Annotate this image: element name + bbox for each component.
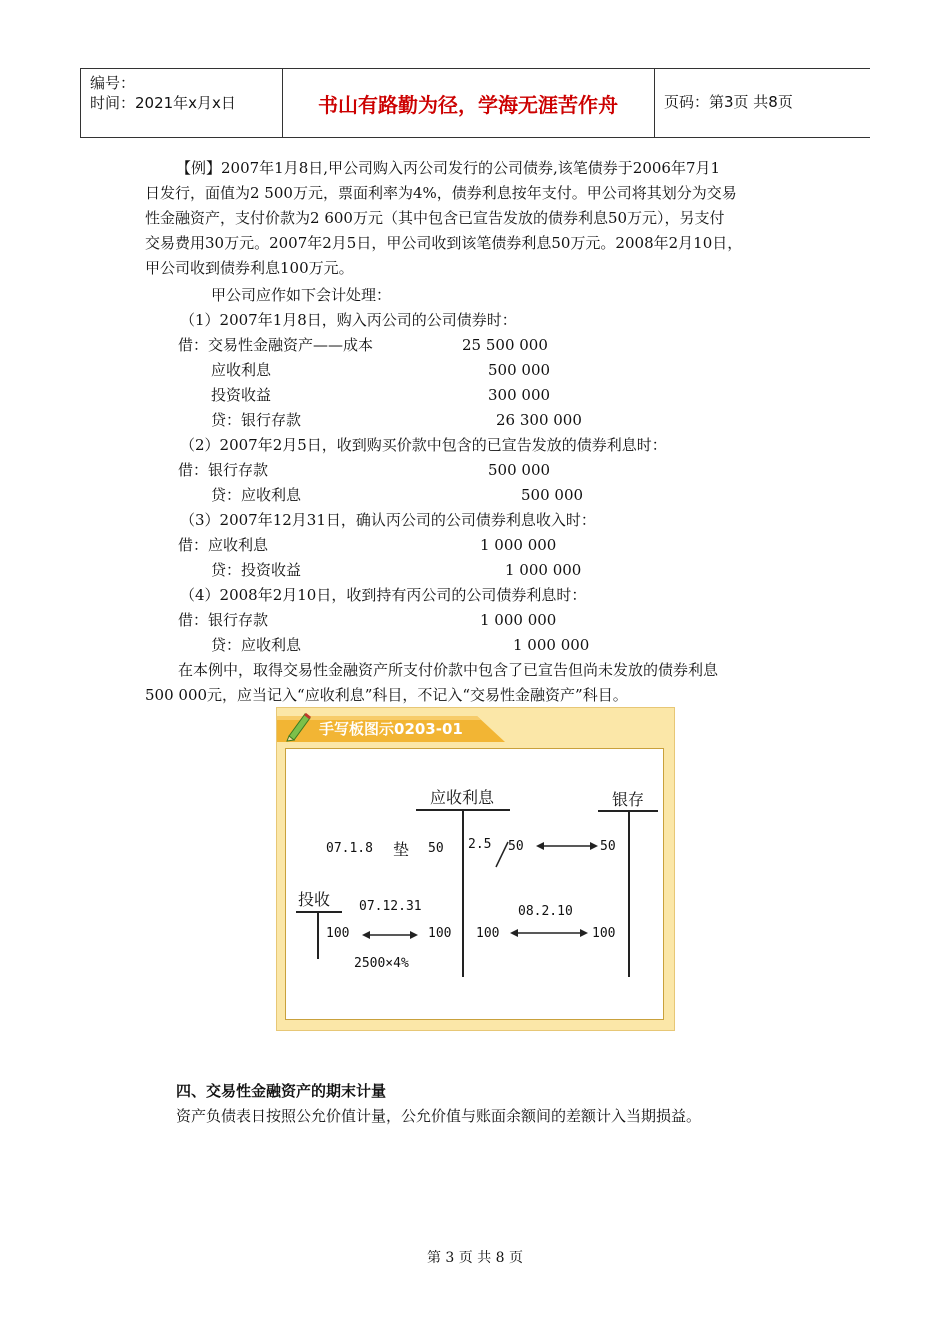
doc-time-label: 时间：2021年x月x日 — [90, 94, 236, 112]
example-line: 交易费用30万元。2007年2月5日，甲公司收到该笔债券利息50万元。2008年2月10日， — [145, 234, 743, 252]
section-heading: 四、交易性金融资产的期末计量 — [176, 1082, 387, 1100]
handwriting-board-figure — [276, 707, 675, 1031]
value-label: 100 — [326, 926, 350, 941]
entry-amount: 26 300 000 — [496, 411, 582, 429]
t-account-bank-label: 银存 — [612, 790, 645, 809]
page-footer: 第 3 页 共 8 页 — [426, 1250, 524, 1266]
example-line: 甲公司收到债券利息100万元。 — [145, 259, 354, 277]
value-label: 100 — [428, 926, 452, 941]
example-line: 【例】2007年1月8日,甲公司购入丙公司发行的公司债券,该笔债券于2006年7月1 — [176, 159, 721, 177]
page-header — [80, 68, 870, 138]
value-label: 50 — [600, 839, 616, 854]
step-title: （1）2007年1月8日，购入丙公司的公司债券时： — [180, 311, 517, 329]
section-body: 资产负债表日按照公允价值计量，公允价值与账面余额间的差额计入当期损益。 — [176, 1107, 702, 1125]
entry-amount: 500 000 — [521, 486, 584, 504]
note-line: 在本例中，取得交易性金融资产所支付价款中包含了已宣告但尚未发放的债券利息 — [178, 661, 719, 679]
formula-label: 2500×4% — [354, 956, 409, 971]
step-title: （2）2007年2月5日，收到购买价款中包含的已宣告发放的债券利息时： — [180, 436, 667, 454]
t-account-receivable-label: 应收利息 — [430, 788, 495, 807]
date-label: 07.1.8 — [326, 841, 373, 856]
entry-account: 借：银行存款 — [178, 611, 269, 629]
step-title: （4）2008年2月10日，收到持有丙公司的公司债券利息时： — [180, 586, 587, 604]
step-title: （3）2007年12月31日，确认丙公司的公司债券利息收入时： — [180, 511, 596, 529]
entry-account: 贷：应收利息 — [211, 486, 302, 504]
value-label: 100 — [592, 926, 616, 941]
entry-account: 贷：投资收益 — [211, 561, 302, 579]
entry-account: 贷：应收利息 — [211, 636, 302, 654]
entry-account: 借：应收利息 — [178, 536, 269, 554]
entry-amount: 1 000 000 — [480, 536, 557, 554]
value-label: 2.5 — [468, 837, 492, 852]
date-label: 07.12.31 — [359, 899, 422, 914]
entry-account: 借：交易性金融资产——成本 — [178, 336, 374, 354]
entry-amount: 25 500 000 — [462, 336, 548, 354]
entry-amount: 1 000 000 — [513, 636, 590, 654]
advance-mark: 垫 — [393, 840, 410, 859]
pencil-icon — [283, 710, 313, 742]
header-divider — [654, 69, 655, 137]
value-label: 100 — [476, 926, 500, 941]
entry-account: 贷：银行存款 — [211, 411, 302, 429]
header-page-info: 页码：第3页 共8页 — [664, 93, 793, 111]
entry-amount: 500 000 — [488, 361, 551, 379]
header-divider — [80, 69, 81, 137]
example-line: 日发行，面值为2 500万元，票面利率为4%，债券利息按年支付。甲公司将其划分为交易 — [145, 184, 737, 202]
header-meta — [90, 73, 236, 113]
value-label: 50 — [508, 839, 524, 854]
entry-account: 借：银行存款 — [178, 461, 269, 479]
figure-title: 手写板图示0203-01 — [319, 720, 463, 738]
doc-number-label: 编号： — [90, 74, 136, 92]
date-label: 08.2.10 — [518, 904, 573, 919]
figure-canvas — [285, 748, 664, 1020]
entry-account: 投资收益 — [211, 386, 272, 404]
example-line: 性金融资产，支付价款为2 600万元（其中包含已宣告发放的债券利息50万元），另支付 — [145, 209, 725, 227]
t-account-invest-label: 投收 — [298, 890, 331, 909]
accounting-intro: 甲公司应作如下会计处理： — [211, 286, 392, 304]
entry-amount: 1 000 000 — [505, 561, 582, 579]
entry-amount: 500 000 — [488, 461, 551, 479]
entry-account: 应收利息 — [211, 361, 272, 379]
value-label: 50 — [428, 841, 444, 856]
note-line: 500 000元，应当记入“应收利息”科目，不记入“交易性金融资产”科目。 — [145, 686, 628, 704]
entry-amount: 300 000 — [488, 386, 551, 404]
entry-amount: 1 000 000 — [480, 611, 557, 629]
header-motto: 书山有路勤为径，学海无涯苦作舟 — [318, 92, 618, 117]
